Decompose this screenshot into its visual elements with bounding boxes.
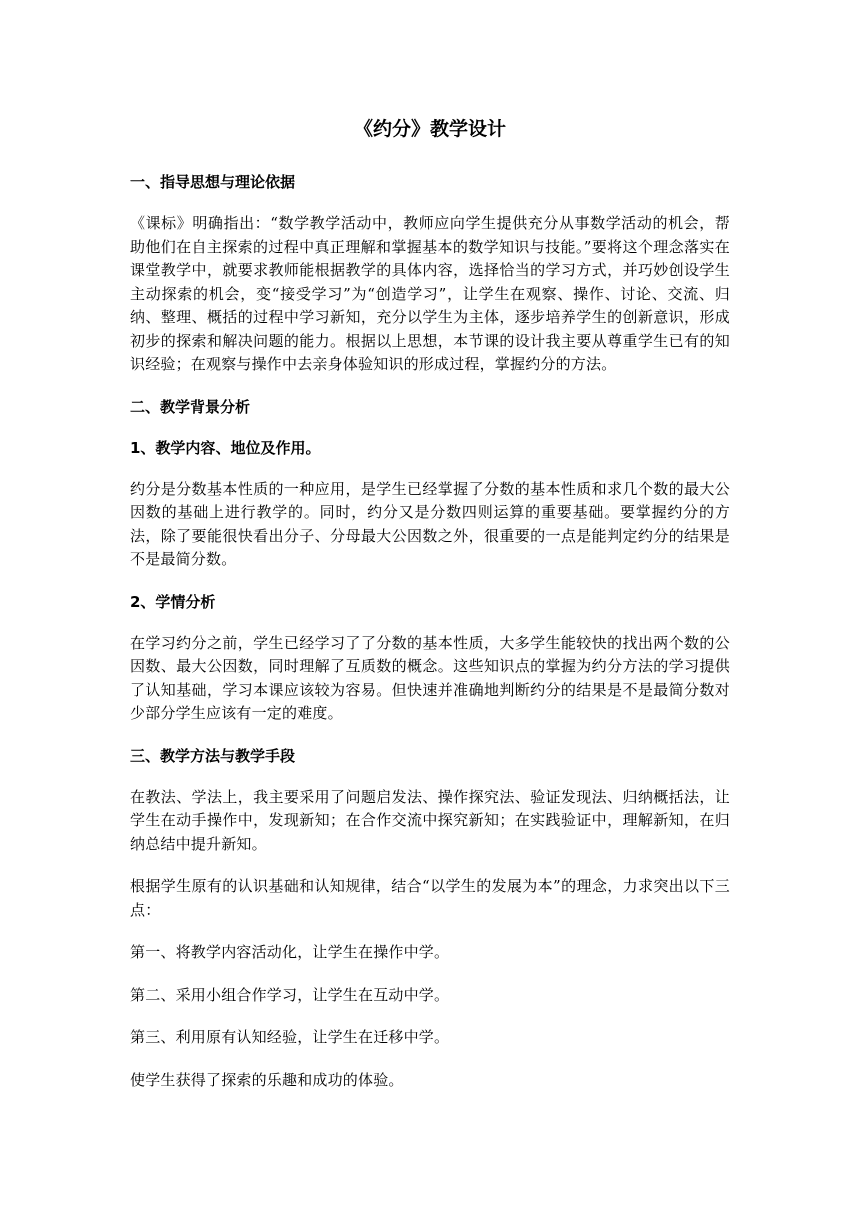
section-3-paragraph-2: 根据学生原有的认识基础和认知规律，结合“以学生的发展为本”的理念，力求突出以下三点：: [130, 877, 730, 919]
subsection-heading-2-1: 1、教学内容、地位及作用。: [130, 438, 321, 457]
section-3-paragraph-3: 使学生获得了探索的乐趣和成功的体验。: [130, 1070, 404, 1089]
section-heading-2: 二、教学背景分析: [130, 397, 251, 416]
document-page: [130, 116, 730, 1111]
subsection-2-1-paragraph: 约分是分数基本性质的一种应用，是学生已经掌握了分数的基本性质和求几个数的最大公因数的基础上进行教学的。同时，约分又是分数四则运算的重要基础。要掌握约分的方法，除了要能很快看出分子、分母最大公因数之外，很重要的一点是能判定约分的结果是不是最简分数。: [130, 479, 730, 568]
section-heading-1: 一、指导思想与理论依据: [130, 173, 296, 191]
section-3-point-2: 第二、采用小组合作学习，让学生在互动中学。: [130, 985, 450, 1004]
section-3-point-3: 第三、利用原有认知经验，让学生在迁移中学。: [130, 1028, 450, 1046]
section-1-paragraph: 《课标》明确指出：“数学教学活动中，教师应向学生提供充分从事数学活动的机会，帮助他们在自主探索的过程中真正理解和掌握基本的数学知识与技能。”要将这个理念落实在课堂教学中，就要求教师能根据教学的具体内容，选择恰当的学习方式，并巧妙创设学生主动探索的机会，变“接受学习”为“创造学习”，让学生在观察、操作、讨论、交流、归纳、整理、概括的过程中学习新知，充分以学生为主体，逐步培养学生的创新意识，形成初步的探索和解决问题的能力。根据以上思想，本节课的设计我主要从尊重学生已有的知识经验；在观察与操作中去亲身体验知识的形成过程，掌握约分的方法。: [130, 214, 730, 373]
section-heading-3: 三、教学方法与教学手段: [130, 746, 296, 765]
subsection-2-2-paragraph: 在学习约分之前，学生已经学习了了分数的基本性质，大多学生能较快的找出两个数的公因数、最大公因数，同时理解了互质数的概念。这些知识点的掌握为约分方法的学习提供了认知基础，学习本课应该较为容易。但快速并准确地判断约分的结果是不是最简分数对少部分学生应该有一定的难度。: [130, 633, 730, 722]
document-title: 《约分》教学设计: [353, 118, 506, 140]
section-3-point-1: 第一、将教学内容活动化，让学生在操作中学。: [130, 943, 450, 961]
subsection-heading-2-2: 2、学情分析: [130, 592, 216, 611]
section-3-paragraph-1: 在教法、学法上，我主要采用了问题启发法、操作探究法、验证发现法、归纳概括法，让学生在动手操作中，发现新知；在合作交流中探究新知；在实践验证中，理解新知，在归纳总结中提升新知。: [130, 787, 730, 853]
